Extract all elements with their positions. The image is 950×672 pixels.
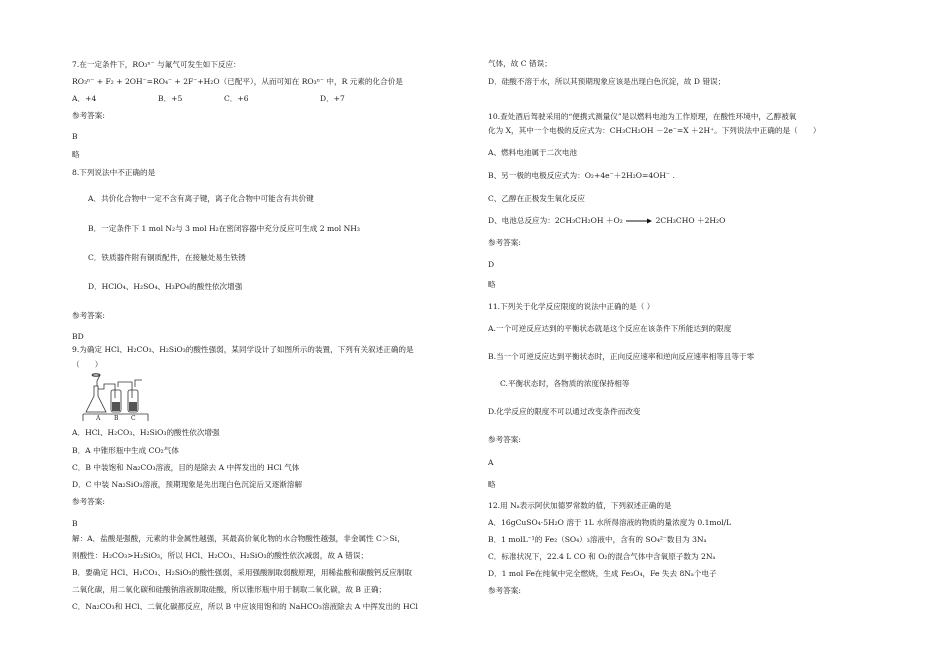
q10-option-d — [488, 216, 725, 226]
q11-explanation: 略 — [488, 480, 496, 489]
q11-option-d: D.化学反应的限度不可以通过改变条件而改变 — [488, 407, 641, 416]
q9-stem: 9.为确定 HCl、H₂CO₃、H₂SiO₃的酸性强弱，某同学设计了如图所示的装置，下列有关叙述正确的是 — [72, 345, 414, 354]
q7-equation: RO₃ⁿ⁻ + F₂ + 2OH⁻=RO₄⁻ + 2F⁻+H₂O（已配平），从而可知在 RO₃ⁿ⁻ 中，R 元素的化合价是 — [72, 77, 403, 86]
q9-explanation-1: 解：A．盐酸是强酸，元素的非金属性越强，其最高价氧化物的水合物酸性越强，非金属性 C＞Si， — [72, 534, 405, 543]
q8-option-a: A．共价化合物中一定不含有离子键，离子化合物中可能含有共价键 — [88, 194, 314, 203]
q10-stem-2: 化为 X，其中一个电极的反应式为：CH₃CH₂OH －2e⁻=X ＋2H⁺。下列说法中正确的是（ ） — [488, 126, 821, 135]
q7-ref-label: 参考答案: — [72, 111, 105, 120]
q10-option-b: B、另一极的电极反应式为：O₂+4e⁻＋2H₂O=4OH⁻ . — [488, 171, 675, 180]
q11-option-c: C.平衡状态时，各物质的浓度保持相等 — [500, 379, 630, 388]
q7-options — [72, 94, 345, 104]
q9-apparatus-figure — [82, 372, 152, 424]
q9-explanation-2: 则酸性：H₂CO₃>H₂SiO₃，所以 HCl、H₂CO₃、H₂SiO₃的酸性依次减弱，故 A 错误； — [72, 551, 369, 560]
q12-option-b: B．1 molL⁻¹的 Fe₂（SO₄）₃溶液中，含有的 SO₄²⁻数目为 3Nₐ — [488, 535, 707, 544]
q8-option-c: C．铁质器件附有铜质配件，在接触处易生铁锈 — [88, 253, 246, 262]
q9-explanation-5: C．Na₂CO₃和 HCl、二氧化碳都反应，所以 B 中应该用饱和的 NaHCO₃溶液除去 A 中挥发出的 HCl — [72, 602, 418, 611]
q10-ref-label: 参考答案: — [488, 238, 521, 247]
q7-answer: B — [72, 132, 78, 141]
q8-option-b: B．一定条件下 1 mol N₂与 3 mol H₂在密闭容器中充分反应可生成 2 mol NH₃ — [88, 224, 360, 233]
q10-option-d-left: D、电池总反应为：2CH₃CH₂OH ＋O₂ — [488, 216, 623, 225]
q11-option-b: B.当一个可逆反应达到平衡状态时，正向反应速率和逆向反应速率相等且等于零 — [488, 352, 755, 361]
q12-stem: 12.用 Nₐ表示阿伏加德罗常数的值，下列叙述正确的是 — [488, 501, 672, 510]
q8-option-d: D．HClO₄、H₂SO₄、H₃PO₄的酸性依次增强 — [88, 282, 243, 291]
q9-explanation-3: B．要确定 HCl、H₂CO₃、H₂SiO₃的酸性强弱，采用强酸制取弱酸原理，用稀盐酸和碳酸钙反应制取 — [72, 568, 412, 577]
q11-answer: A — [488, 458, 494, 467]
q10-option-d-right: 2CH₃CHO ＋2H₂O — [655, 216, 726, 225]
q10-explanation: 略 — [488, 280, 496, 289]
q9-paren: （ ） — [72, 360, 103, 369]
q12-option-c: C．标准状况下，22.4 L CO 和 O₂的混合气体中含氧原子数为 2Nₐ — [488, 552, 716, 561]
q9-explanation-4: 二氧化碳，用二氧化碳和硅酸钠溶液制取硅酸，所以锥形瓶中用于制取二氧化碳，故 B 正确； — [72, 585, 387, 594]
q9-option-d: D．C 中装 Na₂SiO₃溶液，预期现象是先出现白色沉淀后又逐渐溶解 — [72, 480, 303, 489]
q8-ref-label: 参考答案: — [72, 311, 105, 320]
q9-continued-2: D．硅酸不溶于水，所以其预期现象应该是出现白色沉淀，故 D 错误； — [488, 77, 726, 86]
q7-option-c: C．+6 — [224, 94, 249, 103]
q10-stem-1: 10.查处酒后驾驶采用的“便携式测量仪”是以燃料电池为工作原理，在酸性环境中，乙醇被氧 — [488, 112, 797, 121]
q8-answer: BD — [72, 332, 84, 341]
q9-ref-label: 参考答案: — [72, 497, 105, 506]
q9-label-b: B — [114, 415, 119, 422]
q8-stem: 8.下列说法中不正确的是 — [72, 168, 156, 177]
q7-option-d: D．+7 — [320, 94, 345, 103]
q11-ref-label: 参考答案: — [488, 435, 521, 444]
q7-explanation: 略 — [72, 150, 80, 159]
q7-option-b: B．+5 — [158, 94, 183, 103]
q11-option-a: A.一个可逆反应达到的平衡状态就是这个反应在该条件下所能达到的限度 — [488, 324, 732, 333]
q7-option-a: A．+4 — [72, 94, 97, 103]
q10-answer: D — [488, 260, 495, 269]
q10-option-c: C、乙醇在正极发生氧化反应 — [488, 194, 585, 203]
q10-option-a: A、燃料电池属于二次电池 — [488, 148, 578, 157]
q12-option-a: A．16gCuSO₄·5H₂O 溶于 1L 水所得溶液的物质的量浓度为 0.1mol/L — [488, 518, 732, 527]
reaction-arrow-icon — [625, 217, 653, 225]
q7-stem: 7.在一定条件下，RO₃ⁿ⁻ 与氟气可发生如下反应： — [72, 60, 241, 69]
q9-label-a: A — [96, 415, 101, 422]
q9-label-c: C — [131, 415, 136, 422]
q9-answer: B — [72, 519, 78, 528]
q9-option-a: A．HCl、H₂CO₃、H₂SiO₃的酸性依次增强 — [72, 428, 220, 437]
q9-option-b: B．A 中锥形瓶中生成 CO₂气体 — [72, 446, 179, 455]
q12-ref-label: 参考答案: — [488, 586, 521, 595]
q12-option-d: D．1 mol Fe在纯氧中完全燃烧，生成 Fe₃O₄，Fe 失去 8Nₐ个电子 — [488, 569, 717, 578]
q9-option-c: C．B 中装饱和 Na₂CO₃溶液，目的是除去 A 中挥发出的 HCl 气体 — [72, 463, 300, 472]
q9-continued-1: 气体，故 C 错误； — [488, 59, 552, 68]
q11-stem: 11.下列关于化学反应限度的说法中正确的是（ ） — [488, 302, 655, 311]
